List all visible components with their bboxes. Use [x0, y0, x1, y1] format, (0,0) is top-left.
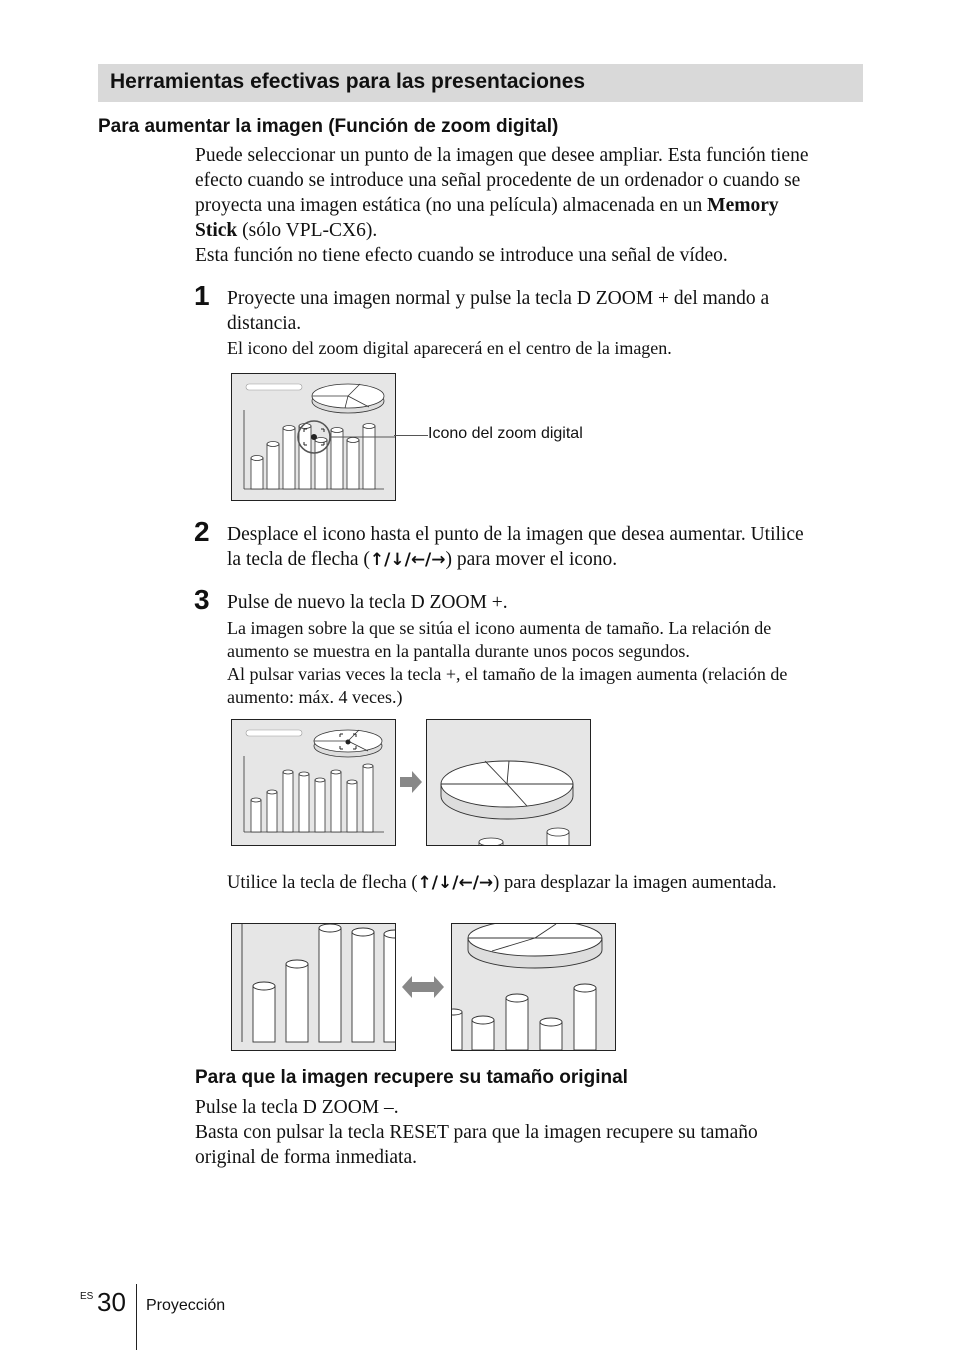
- reset-text: [195, 1095, 875, 1170]
- reset-heading: Para que la imagen recupere su tamaño original: [195, 1067, 628, 1088]
- note-line: aumento: máx. 4 veces.): [227, 687, 403, 707]
- arrow-keys-icon: ↑/↓/←/→: [417, 873, 494, 893]
- section-banner: [98, 64, 863, 102]
- callout-leader: [394, 435, 428, 436]
- step-3-note: [227, 617, 867, 709]
- figure-after-zoom: [426, 719, 591, 846]
- zoom-heading: Para aumentar la imagen (Función de zoom digital): [98, 116, 559, 137]
- figure-pan-left: [231, 923, 396, 1051]
- reset-line: Pulse la tecla D ZOOM –.: [195, 1097, 399, 1118]
- footer-divider: [136, 1284, 137, 1350]
- note-line: La imagen sobre la que se sitúa el icono aumenta de tamaño. La relación de: [227, 618, 772, 638]
- step-1-note: El icono del zoom digital aparecerá en el centro de la imagen.: [227, 338, 672, 358]
- note-line: Al pulsar varias veces la tecla +, el tamaño de la imagen aumenta (relación de: [227, 664, 788, 684]
- intro-line: [195, 193, 875, 218]
- scroll-text: Utilice la tecla de flecha (: [227, 873, 418, 893]
- intro-line: Puede seleccionar un punto de la imagen que desee ampliar. Esta función tiene: [195, 145, 809, 166]
- intro-bold: Stick: [195, 220, 238, 241]
- figure-pan-right: [451, 923, 616, 1051]
- section-title: Herramientas efectivas para las presentaciones: [110, 70, 586, 93]
- zoom-intro: [195, 143, 875, 268]
- intro-line: efecto cuando se introduce una señal procedente de un ordenador o cuando se: [195, 170, 801, 191]
- step-line: [227, 547, 867, 573]
- step-line: distancia.: [227, 313, 302, 334]
- scroll-instruction: [227, 872, 777, 895]
- arrow-keys-icon: ↑/↓/←/→: [369, 550, 446, 570]
- step-1-text: [227, 286, 867, 336]
- footer-section: Proyección: [146, 1297, 226, 1314]
- step-line: Proyecte una imagen normal y pulse la tecla D ZOOM + del mando a: [227, 288, 770, 309]
- callout-zoom-icon: Icono del zoom digital: [428, 425, 583, 442]
- intro-line: [195, 218, 875, 243]
- arrow-right-icon: [399, 770, 423, 799]
- step-line: Desplace el icono hasta el punto de la imagen que desea aumentar. Utilice: [227, 524, 804, 545]
- reset-line: original de forma inmediata.: [195, 1147, 418, 1168]
- step-text: la tecla de flecha (: [227, 549, 370, 570]
- step-3-text: Pulse de nuevo la tecla D ZOOM +.: [227, 592, 508, 613]
- note-line: aumento se muestra en la pantalla durante unos pocos segundos.: [227, 641, 690, 661]
- figure-projected-image: [231, 373, 396, 501]
- footer-lang: ES: [80, 1291, 94, 1302]
- step-2-text: [227, 522, 867, 573]
- intro-line: Esta función no tiene efecto cuando se introduce una señal de vídeo.: [195, 245, 728, 266]
- step-number: 1: [194, 280, 210, 311]
- arrow-left-right-icon: [401, 974, 445, 1005]
- figure-before-zoom: [231, 719, 396, 846]
- scroll-text: ) para desplazar la imagen aumentada.: [493, 873, 777, 893]
- step-text: ) para mover el icono.: [445, 549, 618, 570]
- reset-line: Basta con pulsar la tecla RESET para que la imagen recupere su tamaño: [195, 1122, 758, 1143]
- intro-text: (sólo VPL-CX6).: [237, 220, 378, 241]
- intro-bold: Memory: [707, 195, 779, 216]
- step-number: 3: [194, 584, 210, 615]
- intro-text: proyecta una imagen estática (no una película) almacenada en un: [195, 195, 708, 216]
- page-number: 30: [97, 1287, 126, 1317]
- step-number: 2: [194, 516, 210, 547]
